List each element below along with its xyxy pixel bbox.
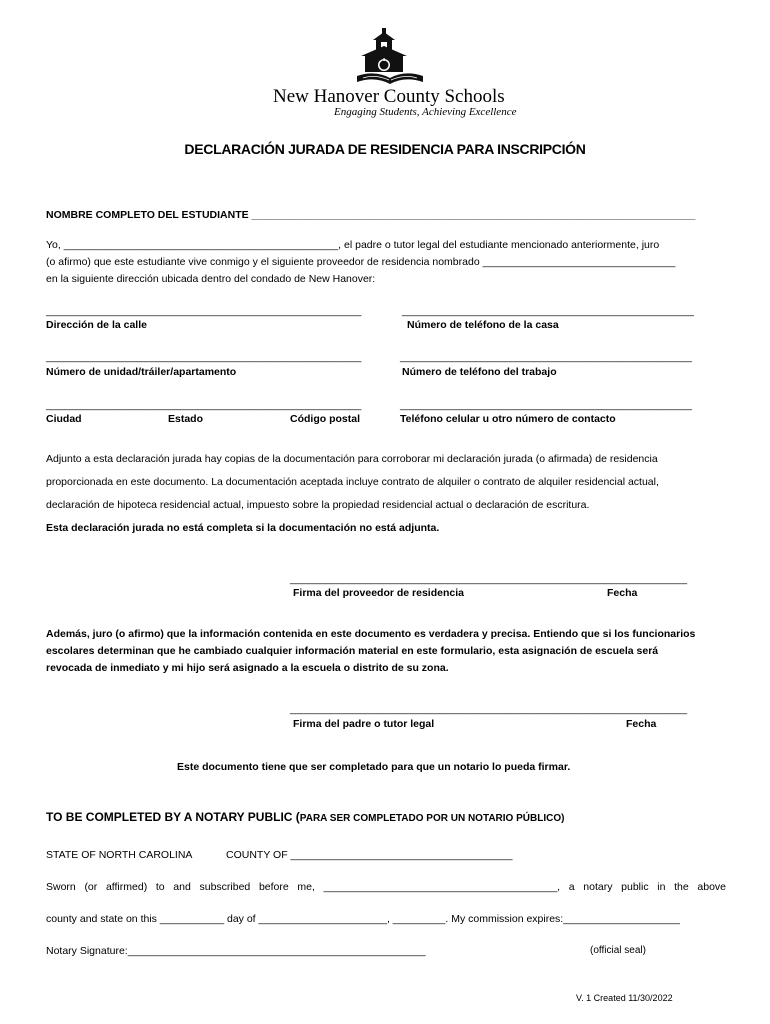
cell-phone-blank[interactable]: __________________________________________________ — [400, 399, 692, 411]
attachment-line: Adjunto a esta declaración jurada hay copias de la documentación para corroborar mi declaración jurada (o afirmada) de residencia — [46, 453, 658, 465]
intro-line: Yo, _______________________________________________, el padre o tutor legal del estudiante mencionado anteriormente, juro — [46, 239, 660, 251]
notary-signature-field[interactable]: Notary Signature:___________________________________________________ — [46, 945, 426, 957]
affirmation-line: revocada de inmediato y mi hijo será asignado a la escuela o distrito de su zona. — [46, 662, 449, 674]
parent-signature-label: Firma del padre o tutor legal — [293, 718, 435, 730]
notary-heading-sub: PARA SER COMPLETADO POR UN NOTARIO PÚBLICO) — [299, 813, 565, 824]
document-title: DECLARACIÓN JURADA DE RESIDENCIA PARA INSCRIPCIÓN — [184, 141, 586, 157]
attachment-warning: Esta declaración jurada no está completa si la documentación no está adjunta. — [46, 522, 440, 534]
state-label: Estado — [168, 413, 204, 425]
school-logo — [355, 26, 425, 90]
notary-sworn-line[interactable]: Sworn (or affirmed) to and subscribed before me, ________________________________________, a notary public in the above — [46, 881, 726, 893]
official-seal-label: (official seal) — [590, 945, 646, 956]
notary-state: STATE OF NORTH CAROLINA — [46, 849, 193, 861]
unit-label: Número de unidad/tráiler/apartamento — [46, 366, 237, 378]
residence-provider-signature-label: Firma del proveedor de residencia — [293, 587, 464, 599]
notary-heading — [46, 808, 564, 826]
student-name-field[interactable]: NOMBRE COMPLETO DEL ESTUDIANTE ____________________________________________________________________________ — [46, 209, 696, 221]
residence-provider-date-label: Fecha — [607, 587, 638, 599]
parent-date-label: Fecha — [626, 718, 657, 730]
home-phone-label: Número de teléfono de la casa — [407, 319, 559, 331]
street-address-label: Dirección de la calle — [46, 319, 147, 331]
residence-provider-signature-line[interactable]: ____________________________________________________________________ — [290, 573, 688, 585]
home-phone-blank[interactable]: __________________________________________________ — [402, 305, 694, 317]
zip-label: Código postal — [290, 413, 360, 425]
notary-heading-main: TO BE COMPLETED BY A NOTARY PUBLIC ( — [46, 810, 300, 824]
version-footer: V. 1 Created 11/30/2022 — [576, 993, 673, 1003]
org-name: New Hanover County Schools — [273, 86, 505, 107]
city-label: Ciudad — [46, 413, 82, 425]
cell-phone-label: Teléfono celular u otro número de contacto — [400, 413, 616, 425]
intro-line: en la siguiente dirección ubicada dentro del condado de New Hanover: — [46, 273, 376, 285]
work-phone-blank[interactable]: __________________________________________________ — [400, 351, 692, 363]
parent-signature-line[interactable]: ____________________________________________________________________ — [290, 703, 688, 715]
org-tagline: Engaging Students, Achieving Excellence — [334, 106, 517, 118]
affirmation-line: Además, juro (o afirmo) que la información contenida en este documento es verdadera y precisa. Entiendo que si los funcionarios — [46, 628, 696, 640]
notary-requirement-note: Este documento tiene que ser completado para que un notario lo pueda firmar. — [177, 761, 571, 773]
affirmation-line: escolares determinan que he cambiado cualquier información material en este formulario, esta asignación de escuela será — [46, 645, 659, 657]
attachment-line: declaración de hipoteca residencial actual, impuesto sobre la propiedad residencial actual o declaración de escritura. — [46, 499, 590, 511]
unit-blank[interactable]: ______________________________________________________ — [46, 351, 362, 363]
notary-county-field[interactable]: COUNTY OF ______________________________________ — [226, 849, 513, 861]
intro-paragraph — [46, 237, 726, 288]
attachment-line: proporcionada en este documento. La documentación aceptada incluye contrato de alquiler o contrato de alquiler residencial actual, — [46, 476, 659, 488]
work-phone-label: Número de teléfono del trabajo — [402, 366, 557, 378]
street-address-blank[interactable]: ______________________________________________________ — [46, 305, 362, 317]
notary-date-commission-line[interactable]: county and state on this ___________ day of ______________________, _________. My commission expires:____________________ — [46, 913, 681, 925]
attachment-paragraph — [46, 448, 726, 540]
intro-line: (o afirmo) que este estudiante vive conmigo y el siguiente proveedor de residencia nombrado _________________________________ — [46, 256, 676, 268]
affirmation-paragraph — [46, 626, 726, 677]
city-state-zip-blank[interactable]: ______________________________________________________ — [46, 399, 362, 411]
